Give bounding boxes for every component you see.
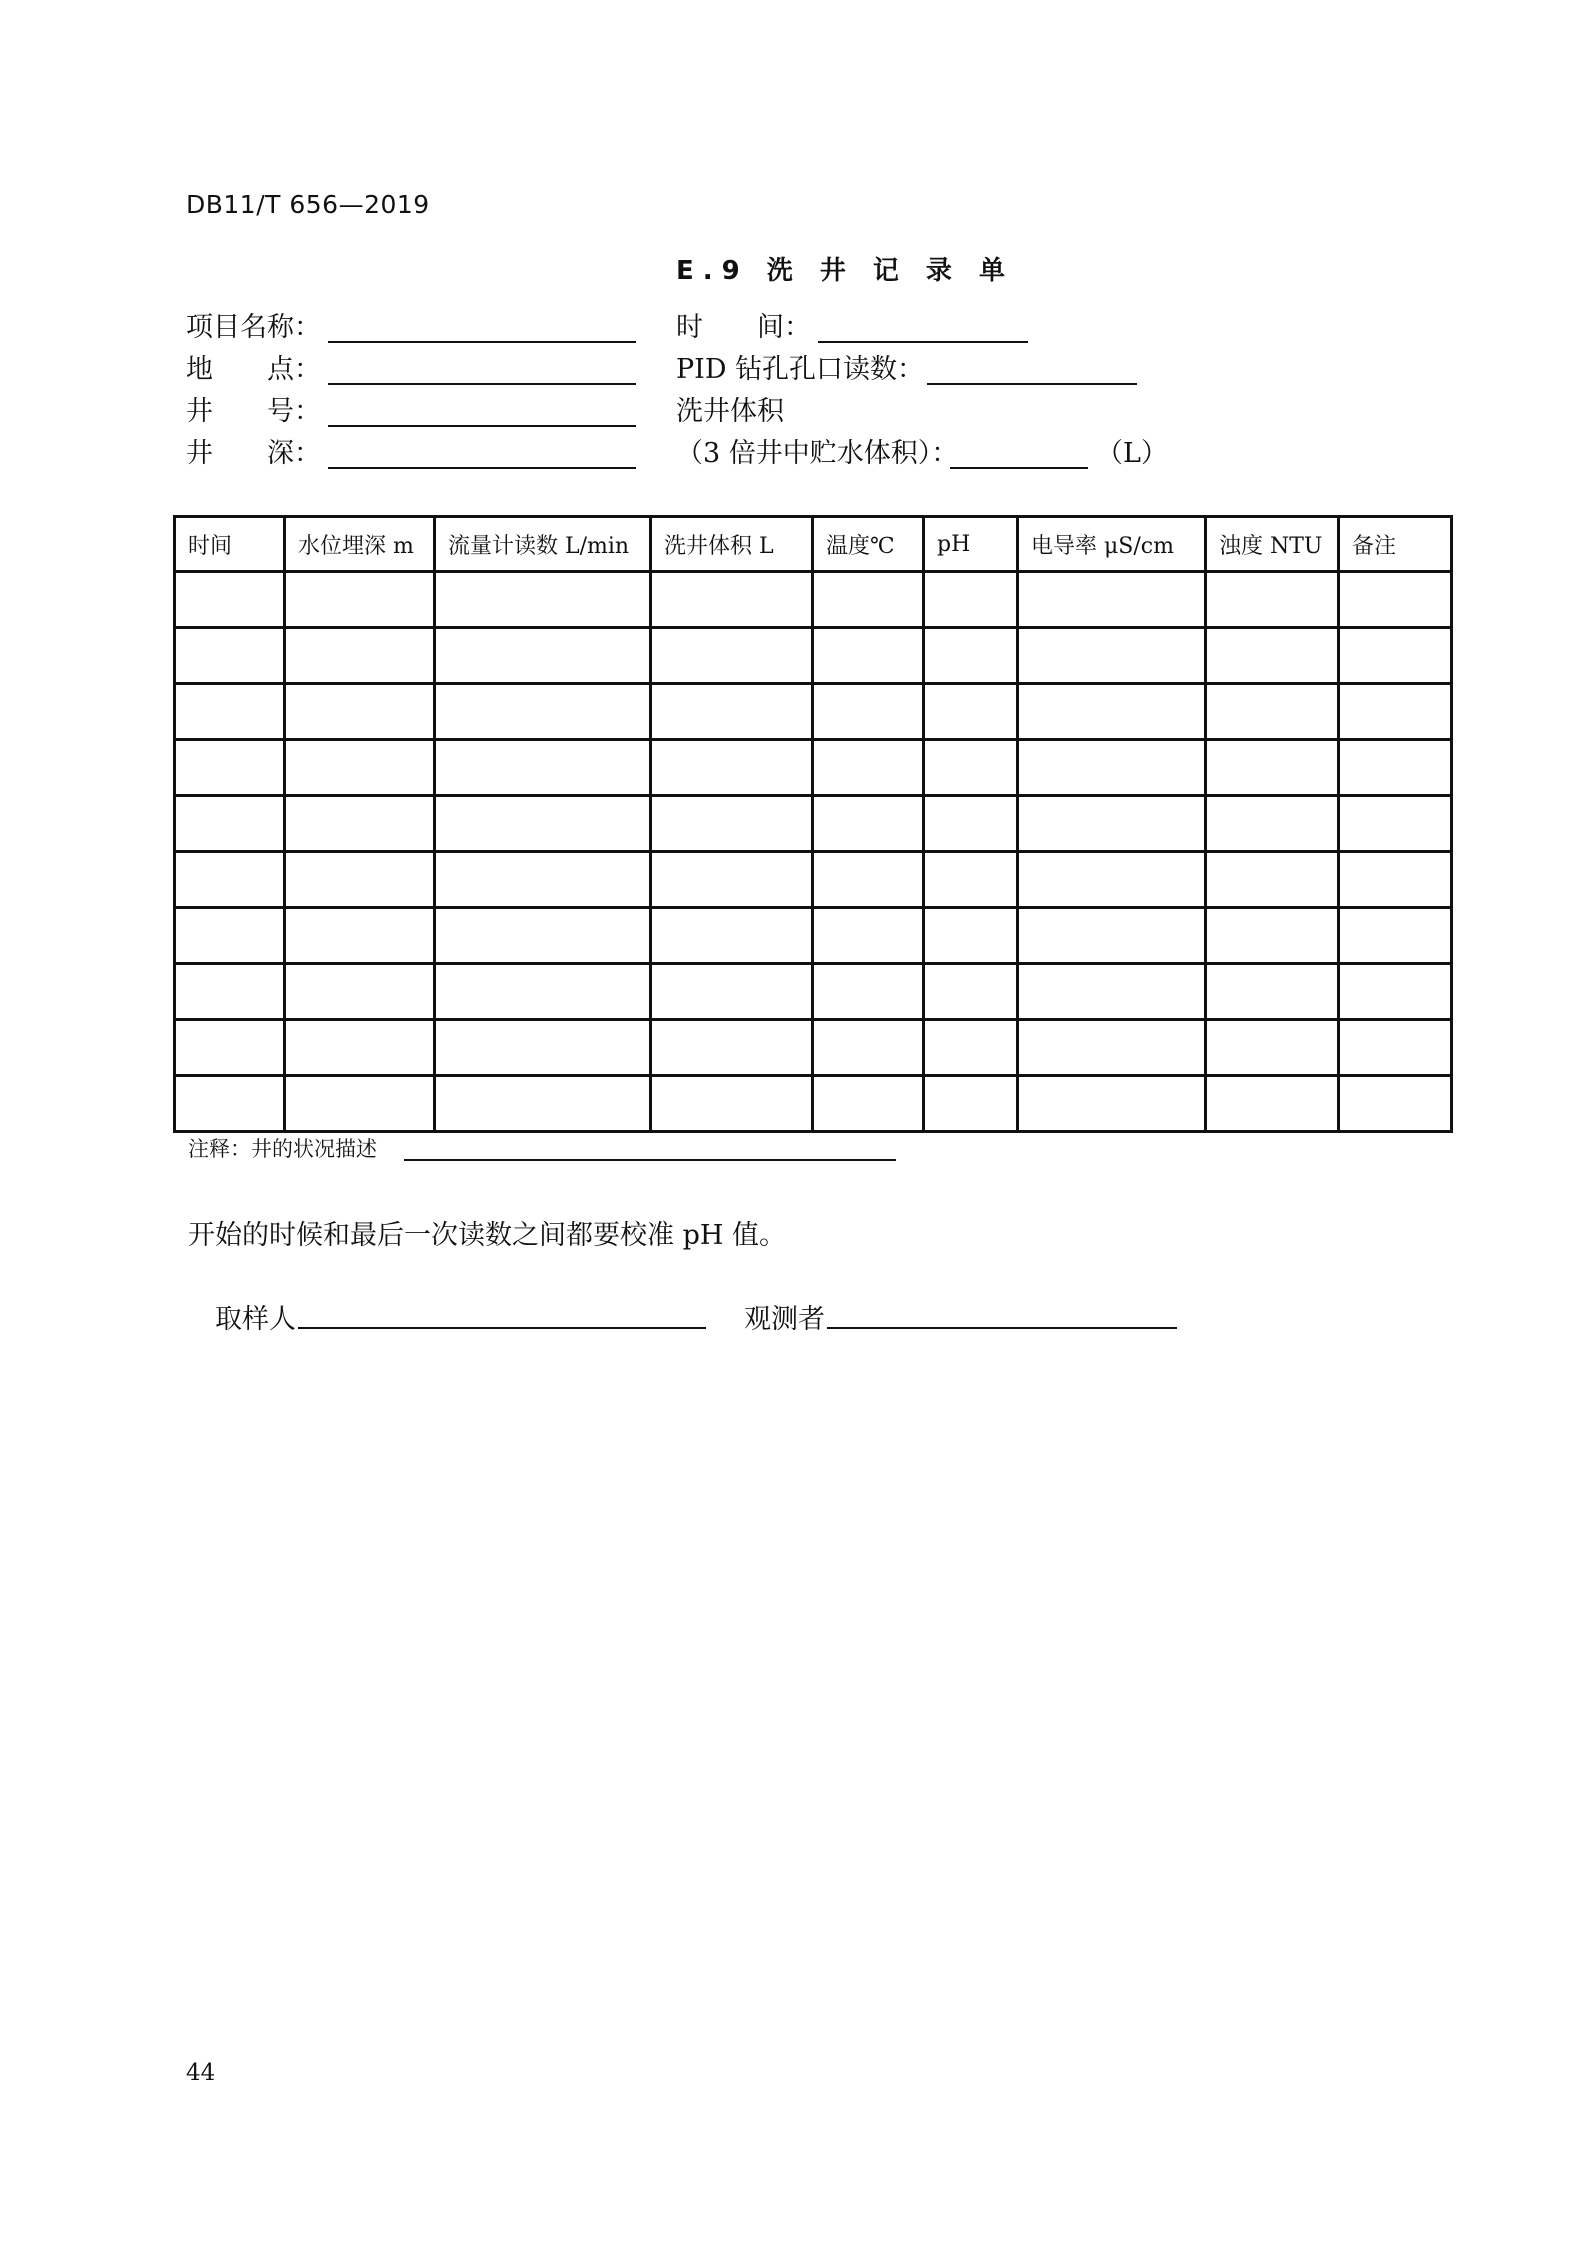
- column-header: 浊度 NTU: [1206, 517, 1339, 572]
- table-cell[interactable]: [175, 572, 285, 628]
- table-cell[interactable]: [1206, 852, 1339, 908]
- table-cell[interactable]: [813, 796, 924, 852]
- table-cell[interactable]: [924, 908, 1018, 964]
- form-title: E.9 洗 井 记 录 单: [676, 256, 1014, 286]
- table-cell[interactable]: [1206, 1020, 1339, 1076]
- table-cell[interactable]: [175, 796, 285, 852]
- table-cell[interactable]: [924, 796, 1018, 852]
- table-cell[interactable]: [924, 740, 1018, 796]
- table-cell[interactable]: [651, 964, 813, 1020]
- table-cell[interactable]: [175, 740, 285, 796]
- table-cell[interactable]: [1206, 740, 1339, 796]
- table-cell[interactable]: [1339, 572, 1452, 628]
- table-cell[interactable]: [435, 572, 651, 628]
- table-cell[interactable]: [285, 964, 435, 1020]
- table-cell[interactable]: [1206, 628, 1339, 684]
- table-row: [175, 740, 1452, 796]
- table-cell[interactable]: [1018, 852, 1206, 908]
- page-number: 44: [186, 2060, 216, 2086]
- table-cell[interactable]: [813, 1076, 924, 1132]
- table-cell[interactable]: [435, 740, 651, 796]
- table-cell[interactable]: [435, 796, 651, 852]
- table-row: [175, 1076, 1452, 1132]
- table-cell[interactable]: [1206, 572, 1339, 628]
- table-row: [175, 796, 1452, 852]
- wash-volume-field[interactable]: [950, 467, 1088, 469]
- table-cell[interactable]: [924, 572, 1018, 628]
- sampler-label: 取样人: [215, 1304, 296, 1335]
- table-cell[interactable]: [924, 1076, 1018, 1132]
- table-cell[interactable]: [924, 852, 1018, 908]
- wash-volume-label: 洗井体积: [676, 396, 784, 427]
- calibration-instruction: 开始的时候和最后一次读数之间都要校准 pH 值。: [188, 1220, 786, 1251]
- table-cell[interactable]: [1339, 740, 1452, 796]
- table-cell[interactable]: [813, 852, 924, 908]
- table-cell[interactable]: [1339, 628, 1452, 684]
- table-cell[interactable]: [285, 796, 435, 852]
- column-header: pH: [924, 517, 1018, 572]
- sampler-signature-field[interactable]: [298, 1327, 706, 1329]
- table-cell[interactable]: [651, 684, 813, 740]
- table-cell[interactable]: [1339, 852, 1452, 908]
- table-cell[interactable]: [1339, 1020, 1452, 1076]
- table-cell[interactable]: [435, 684, 651, 740]
- table-cell[interactable]: [813, 740, 924, 796]
- table-cell[interactable]: [1018, 740, 1206, 796]
- table-cell[interactable]: [285, 572, 435, 628]
- table-cell[interactable]: [651, 740, 813, 796]
- table-row: [175, 852, 1452, 908]
- table-cell[interactable]: [175, 1076, 285, 1132]
- table-cell[interactable]: [813, 964, 924, 1020]
- well-condition-field[interactable]: [404, 1159, 896, 1161]
- table-cell[interactable]: [924, 964, 1018, 1020]
- document-code: DB11/T 656—2019: [186, 190, 430, 219]
- table-cell[interactable]: [813, 684, 924, 740]
- table-cell[interactable]: [435, 964, 651, 1020]
- table-row: [175, 628, 1452, 684]
- location-label: 地 点：: [186, 354, 321, 385]
- column-header: 水位埋深 m: [285, 517, 435, 572]
- table-cell[interactable]: [285, 628, 435, 684]
- table-cell[interactable]: [285, 852, 435, 908]
- table-cell[interactable]: [435, 852, 651, 908]
- table-cell[interactable]: [651, 796, 813, 852]
- column-header: 流量计读数 L/min: [435, 517, 651, 572]
- volume-note-label: （3 倍井中贮水体积）：: [676, 438, 959, 469]
- table-row: [175, 684, 1452, 740]
- table-cell[interactable]: [175, 852, 285, 908]
- project-name-label: 项目名称：: [186, 312, 321, 343]
- table-cell[interactable]: [435, 628, 651, 684]
- table-cell[interactable]: [435, 908, 651, 964]
- location-field[interactable]: [328, 383, 636, 385]
- table-cell[interactable]: [1206, 1076, 1339, 1132]
- table-row: [175, 908, 1452, 964]
- column-header: 温度℃: [813, 517, 924, 572]
- well-no-label: 井 号：: [186, 396, 321, 427]
- table-cell[interactable]: [1206, 796, 1339, 852]
- table-cell[interactable]: [651, 628, 813, 684]
- well-depth-field[interactable]: [328, 467, 636, 469]
- table-cell[interactable]: [1018, 628, 1206, 684]
- table-cell[interactable]: [1018, 908, 1206, 964]
- table-cell[interactable]: [175, 684, 285, 740]
- table-row: [175, 572, 1452, 628]
- table-cell[interactable]: [1206, 908, 1339, 964]
- well-no-field[interactable]: [328, 425, 636, 427]
- wash-record-table: [173, 515, 1453, 1133]
- table-cell[interactable]: [1339, 964, 1452, 1020]
- column-header: 备注: [1339, 517, 1452, 572]
- table-cell[interactable]: [285, 684, 435, 740]
- table-cell[interactable]: [813, 908, 924, 964]
- table-cell[interactable]: [175, 628, 285, 684]
- table-cell[interactable]: [1339, 908, 1452, 964]
- column-header: 电导率 μS/cm: [1018, 517, 1206, 572]
- table-cell[interactable]: [1206, 684, 1339, 740]
- table-cell[interactable]: [175, 1020, 285, 1076]
- table-cell[interactable]: [175, 908, 285, 964]
- table-cell[interactable]: [651, 908, 813, 964]
- observer-label: 观测者: [744, 1304, 825, 1335]
- pid-reading-field[interactable]: [927, 383, 1137, 385]
- table-cell[interactable]: [1339, 796, 1452, 852]
- pid-reading-label: PID 钻孔孔口读数：: [676, 354, 925, 385]
- table-cell[interactable]: [924, 684, 1018, 740]
- table-cell[interactable]: [435, 1020, 651, 1076]
- table-header-row: [175, 517, 1452, 572]
- table-cell[interactable]: [1018, 964, 1206, 1020]
- table-cell[interactable]: [651, 1020, 813, 1076]
- time-field[interactable]: [818, 341, 1028, 343]
- well-depth-label: 井 深：: [186, 438, 321, 469]
- table-body: [175, 572, 1452, 1132]
- column-header: 时间: [175, 517, 285, 572]
- column-header: 洗井体积 L: [651, 517, 813, 572]
- table-cell[interactable]: [651, 852, 813, 908]
- table-cell[interactable]: [1339, 1076, 1452, 1132]
- well-condition-note: 注释：井的状况描述: [188, 1137, 377, 1161]
- table-cell[interactable]: [1018, 572, 1206, 628]
- table-row: [175, 1020, 1452, 1076]
- table-cell[interactable]: [1018, 1020, 1206, 1076]
- table-cell[interactable]: [924, 1020, 1018, 1076]
- table-cell[interactable]: [813, 1020, 924, 1076]
- table-cell[interactable]: [285, 1076, 435, 1132]
- table-cell[interactable]: [1018, 796, 1206, 852]
- table-cell[interactable]: [175, 964, 285, 1020]
- table-cell[interactable]: [285, 740, 435, 796]
- table-cell[interactable]: [1018, 1076, 1206, 1132]
- observer-signature-field[interactable]: [827, 1327, 1177, 1329]
- table-cell[interactable]: [651, 1076, 813, 1132]
- table-row: [175, 964, 1452, 1020]
- table-cell[interactable]: [924, 628, 1018, 684]
- table-cell[interactable]: [285, 908, 435, 964]
- table-cell[interactable]: [1206, 964, 1339, 1020]
- table-cell[interactable]: [285, 1020, 435, 1076]
- table-cell[interactable]: [813, 572, 924, 628]
- table-cell[interactable]: [1339, 684, 1452, 740]
- table-cell[interactable]: [813, 628, 924, 684]
- table-cell[interactable]: [651, 572, 813, 628]
- volume-unit-label: （L）: [1096, 438, 1168, 469]
- table-cell[interactable]: [1018, 684, 1206, 740]
- time-label: 时 间：: [676, 312, 811, 343]
- project-name-field[interactable]: [328, 341, 636, 343]
- table-cell[interactable]: [435, 1076, 651, 1132]
